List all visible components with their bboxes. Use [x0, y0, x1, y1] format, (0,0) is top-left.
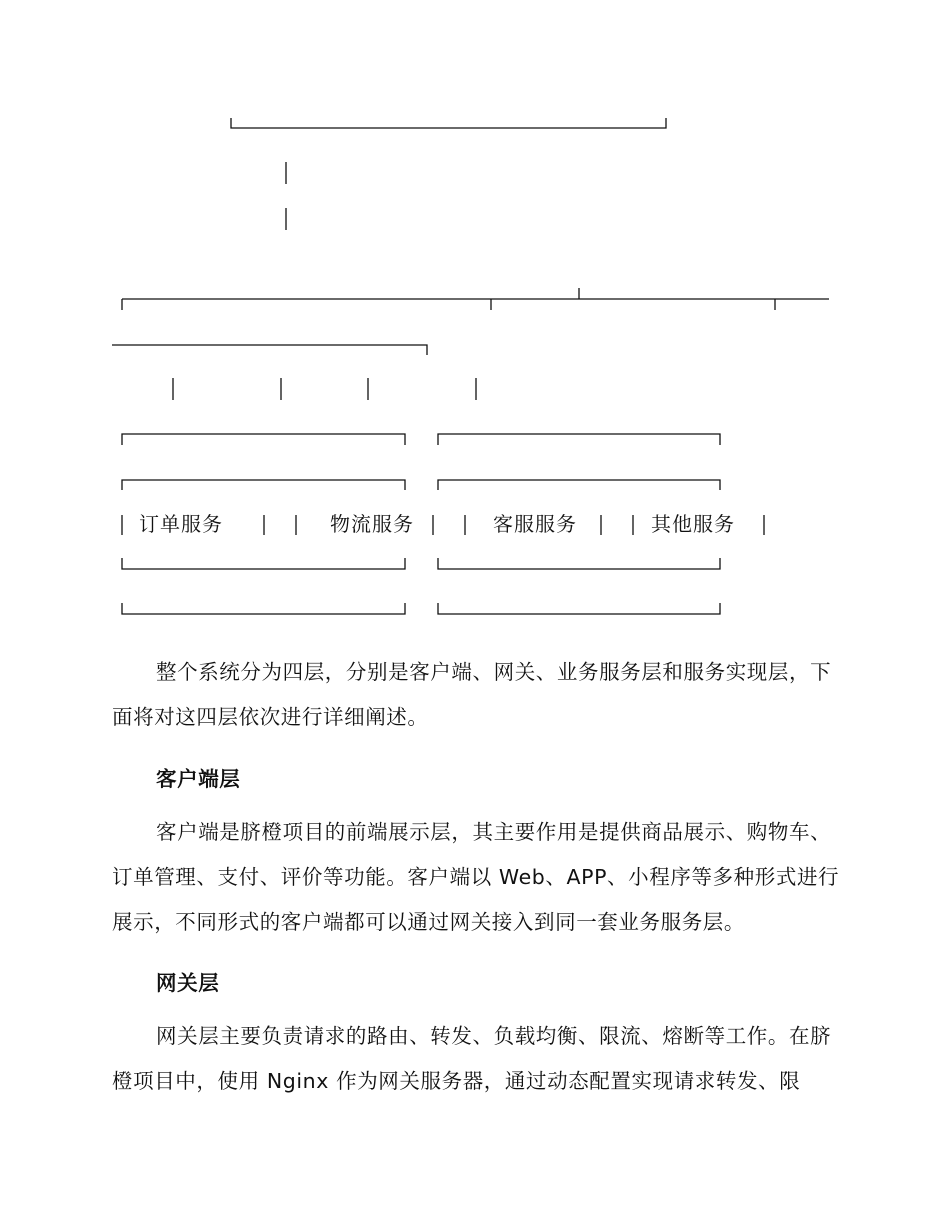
- box-bottom-edge: [438, 558, 720, 569]
- service-label-other: 其他服务: [651, 512, 735, 536]
- section-heading-client: 客户端层: [156, 767, 241, 791]
- box-bottom-edge: [122, 558, 405, 569]
- continuation-line: [112, 345, 427, 355]
- top-bracket-line: [231, 118, 666, 128]
- box-bottom-edge: [122, 603, 405, 614]
- service-label-logistics: 物流服务: [330, 512, 414, 536]
- box-top-edge: [122, 480, 405, 490]
- section-body-gateway: 网关层主要负责请求的路由、转发、负载均衡、限流、熔断等工作。在脐橙项目中，使用 Nginx 作为网关服务器，通过动态配置实现请求转发、限: [112, 1024, 832, 1093]
- section-heading-gateway: 网关层: [156, 971, 220, 995]
- box-bottom-edge: [438, 603, 720, 614]
- box-top-edge: [438, 434, 720, 445]
- box-top-edge: [438, 480, 720, 490]
- service-label-order: 订单服务: [139, 512, 223, 536]
- intro-paragraph: 整个系统分为四层，分别是客户端、网关、业务服务层和服务实现层，下面将对这四层依次进行详细阐述。: [112, 660, 832, 729]
- box-top-edge: [122, 434, 405, 445]
- service-label-support: 客服服务: [493, 512, 577, 536]
- section-body-client: 客户端是脐橙项目的前端展示层，其主要作用是提供商品展示、购物车、订单管理、支付、评价等功能。客户端以 Web、APP、小程序等多种形式进行展示，不同形式的客户端都可以通过网关接入到同一套业务服务层。: [112, 820, 840, 934]
